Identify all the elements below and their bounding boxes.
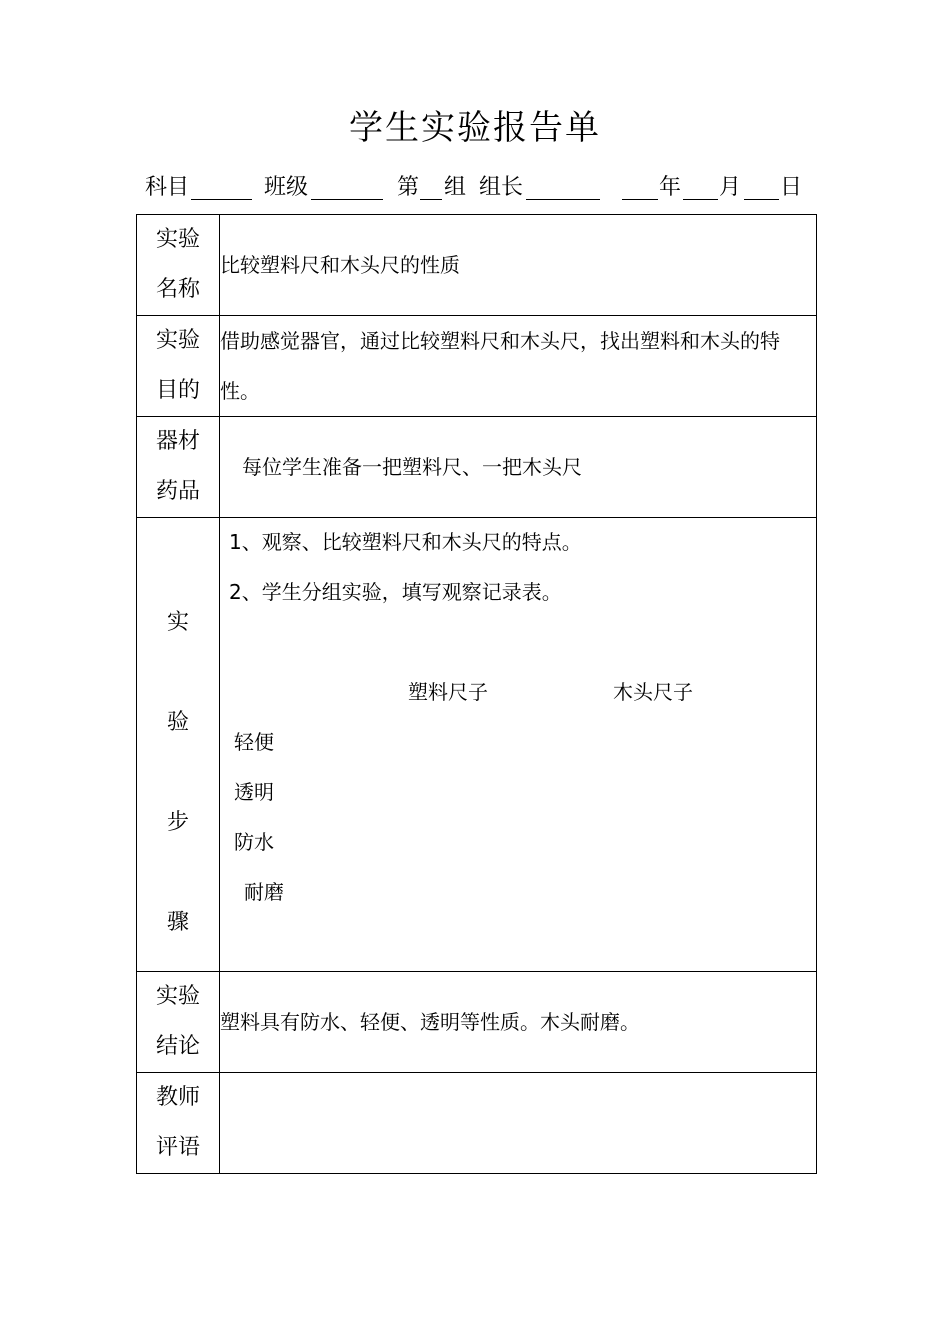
label-conclusion: 实验 结论: [137, 972, 220, 1073]
group-number-field[interactable]: [420, 199, 442, 200]
row-experiment-purpose: [137, 316, 817, 417]
property-wear-resistant: 耐磨: [244, 880, 284, 904]
label-materials: 器材 药品: [137, 417, 220, 518]
label-steps: 实 验 步 骤: [137, 518, 220, 972]
month-field[interactable]: [683, 199, 718, 200]
report-table: [136, 214, 817, 1174]
experiment-purpose-value[interactable]: 借助感觉器官，通过比较塑料尺和木头尺，找出塑料和木头的特性。: [220, 316, 817, 417]
label-experiment-name: 实验 名称: [137, 215, 220, 316]
leader-label: 组长: [479, 175, 524, 200]
teacher-comment-value[interactable]: [220, 1073, 817, 1174]
row-teacher-comment: [137, 1073, 817, 1174]
group-suffix-label: 组: [444, 175, 467, 200]
month-label: 月: [719, 175, 742, 200]
day-label: 日: [780, 175, 803, 200]
step-2: 2、学生分组实验，填写观察记录表。: [229, 580, 562, 604]
step-1: 1、观察、比较塑料尺和木头尺的特点。: [229, 530, 582, 554]
column-plastic-ruler: 塑料尺子: [408, 680, 488, 704]
class-field[interactable]: [311, 199, 383, 200]
row-steps: [137, 518, 817, 972]
year-label: 年: [659, 175, 682, 200]
class-label: 班级: [264, 175, 309, 200]
column-wood-ruler: 木头尺子: [613, 680, 693, 704]
day-field[interactable]: [744, 199, 779, 200]
steps-content[interactable]: [220, 518, 817, 972]
subject-label: 科目: [145, 175, 190, 200]
label-experiment-purpose: 实验 目的: [137, 316, 220, 417]
label-teacher-comment: 教师 评语: [137, 1073, 220, 1174]
group-prefix-label: 第: [397, 175, 420, 200]
subject-field[interactable]: [191, 199, 252, 200]
row-materials: [137, 417, 817, 518]
property-light: 轻便: [234, 730, 274, 754]
page-title: 学生实验报告单: [349, 108, 601, 148]
row-conclusion: [137, 972, 817, 1073]
row-experiment-name: [137, 215, 817, 316]
materials-value[interactable]: 每位学生准备一把塑料尺、一把木头尺: [220, 417, 817, 518]
conclusion-value[interactable]: 塑料具有防水、轻便、透明等性质。木头耐磨。: [220, 972, 817, 1073]
property-waterproof: 防水: [234, 830, 274, 854]
leader-field[interactable]: [526, 199, 600, 200]
year-field[interactable]: [622, 199, 658, 200]
property-transparent: 透明: [234, 780, 274, 804]
experiment-name-value[interactable]: 比较塑料尺和木头尺的性质: [220, 215, 817, 316]
